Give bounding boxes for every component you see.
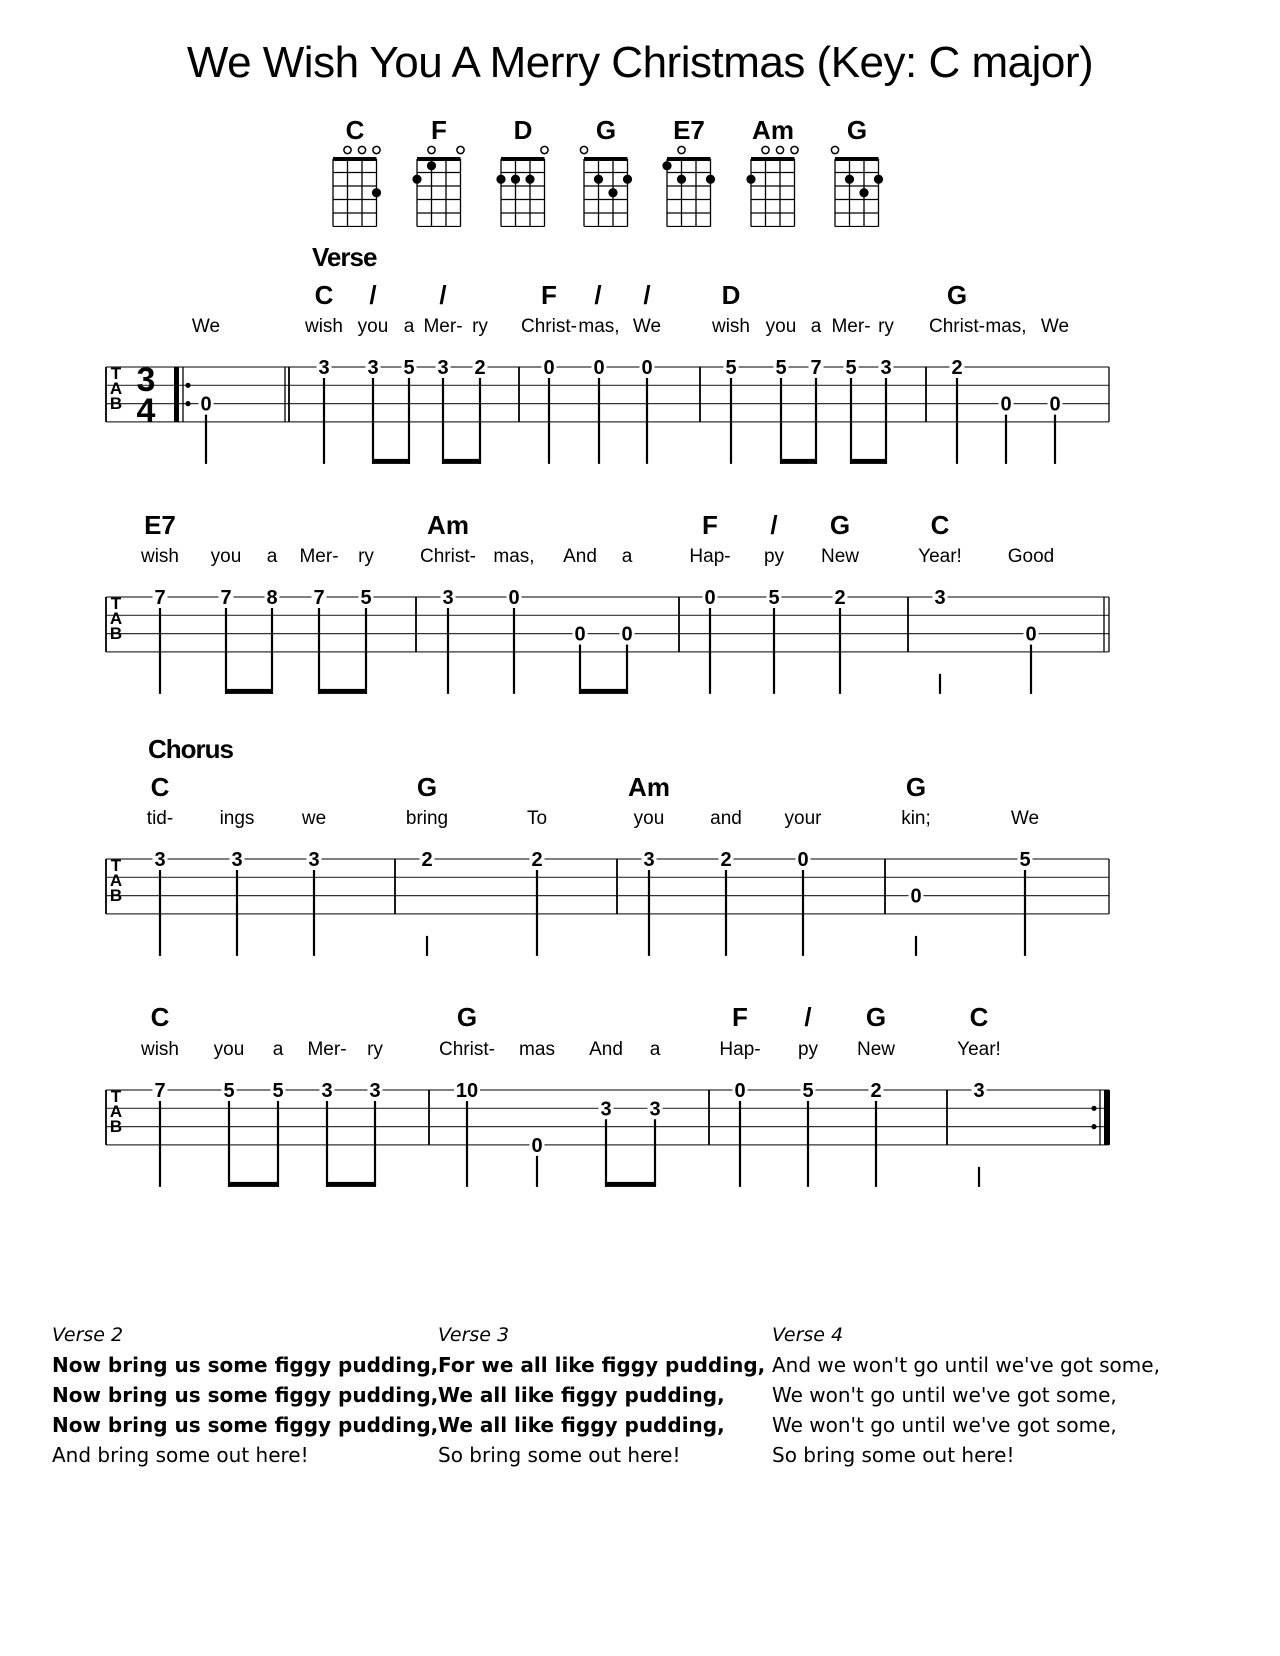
repeat-dot [185,401,190,406]
repeat-dot [1091,1106,1096,1111]
lyric-syllable: tid- [146,808,174,829]
fret-number: 3 [643,849,655,871]
fret-number: 5 [223,1080,235,1102]
lyric-syllable: Christ- [929,316,985,337]
fret-number: 5 [403,357,415,379]
verse-3-line: For we all like figgy pudding, [438,1353,766,1377]
tab-system [106,849,1109,956]
lyric-syllable: a [649,1039,661,1060]
fret-number: 2 [474,357,486,379]
fret-number: 5 [360,587,372,609]
lyric-syllable: Year! [918,546,962,567]
chord-symbol: / [439,280,447,310]
verse-3-line: So bring some out here! [438,1443,681,1467]
time-signature-top: 3 [136,361,156,399]
repeat-dot [1091,1124,1096,1129]
beam [579,689,628,694]
fret-number: 7 [154,587,166,609]
lyric-syllable: you [765,316,797,337]
verse-2-block [52,1320,438,1470]
fret-number: 0 [1000,393,1012,416]
chord-symbol: / [770,510,778,540]
chord-diagram-name: C [345,115,365,145]
chord-diagram-name: G [846,115,868,145]
chord-symbol: Am [427,510,469,540]
song-title: We Wish You A Merry Christmas (Key: C major) [186,38,1094,87]
lyric-syllable: we [301,808,327,829]
fret-number: 0 [910,885,922,908]
lyric-syllable: wish [140,1039,180,1060]
fret-number: 2 [951,357,963,379]
lyric-syllable: you [213,1039,245,1060]
fret-number: 5 [775,357,787,379]
time-signature-bottom: 4 [136,392,156,430]
chord-diagram-name: D [513,115,533,145]
lyric-syllable: mas [519,1039,555,1060]
fret-number: 0 [1049,393,1061,416]
chord-symbol: D [721,280,741,310]
lyric-syllable: a [810,316,822,337]
fret-number: 0 [200,393,212,416]
tab-clef-letter: B [109,886,123,905]
fret-number: 0 [508,587,520,609]
lyric-syllable: you [210,546,242,567]
chord-symbol: C [150,1002,170,1032]
beam [442,459,481,464]
lyric-syllable: Hap- [689,546,731,567]
fret-number: 2 [834,587,846,609]
lyric-syllable: wish [711,316,751,337]
lyric-syllable: a [272,1039,284,1060]
lyric-syllable: you [633,808,665,829]
fret-number: 5 [272,1080,284,1102]
chord-symbol: F [702,510,718,540]
verse-4-line: So bring some out here! [772,1443,1015,1467]
fret-number: 3 [880,357,892,379]
verse-4-line: And we won't go until we've got some, [772,1353,1160,1377]
tab-clef-letter: A [109,609,123,628]
tab-clef-letter: A [109,379,123,398]
lyric-syllable: Mer- [307,1039,347,1060]
chord-symbol: C [969,1002,989,1032]
fret-number: 0 [1025,623,1037,646]
tab-clef-letter: B [109,624,123,643]
chord-symbol: F [732,1002,748,1032]
verse-4-label: Verse 4 [772,1324,844,1346]
lyric-syllable: Hap- [719,1039,761,1060]
fret-number: 2 [870,1080,882,1102]
tab-system [106,1080,1110,1187]
fret-number: 3 [600,1098,612,1121]
fret-number: 2 [421,849,433,871]
lyric-syllable: bring [405,808,449,829]
chord-symbol: G [865,1002,887,1032]
tab-clef-letter: T [110,1087,122,1106]
chord-symbol: C [150,772,170,802]
verse-2-line: Now bring us some figgy pudding, [52,1413,439,1437]
chord-diagram-name: Am [752,115,794,145]
fret-number: 0 [593,357,605,379]
fret-number: 0 [531,1134,543,1157]
lyric-syllable: And [563,546,597,567]
chord-symbol: / [804,1002,812,1032]
chord-symbol: C [314,280,334,310]
lyric-syllable: We [632,316,662,337]
lyric-syllable: a [266,546,278,567]
repeat-start-thick-bar [174,367,179,422]
verse-3-line: We all like figgy pudding, [438,1413,725,1437]
beam [318,689,367,694]
fret-number: 0 [641,357,653,379]
verse-3-line: We all like figgy pudding, [438,1383,725,1407]
chord-symbol: G [829,510,851,540]
fret-number: 2 [531,849,543,871]
chord-diagram-name: G [595,115,617,145]
lyric-syllable: Good [1007,546,1055,567]
lyric-syllable: Mer- [299,546,339,567]
tab-clef-letter: A [109,1102,123,1121]
verse-2-line: And bring some out here! [52,1443,309,1467]
lyric-syllable: ry [367,1039,383,1060]
verse-2-line: Now bring us some figgy pudding, [52,1383,439,1407]
tab-system [106,357,1109,464]
fret-number: 3 [321,1080,333,1102]
beam [605,1182,656,1187]
chord-symbol: F [541,280,557,310]
lyric-syllable: py [763,546,785,567]
lyric-syllable: And [589,1039,623,1060]
lyric-syllable: py [797,1039,819,1060]
fret-number: 3 [231,849,243,871]
tab-clef-letter: A [109,871,123,890]
beam [780,459,817,464]
lyric-syllable: Christ- [420,546,476,567]
lyric-syllable: Year! [957,1039,1001,1060]
fret-number: 3 [369,1080,381,1102]
lyric-syllable: a [403,316,415,337]
fret-number: 5 [1019,849,1031,871]
lyric-syllable: Christ- [521,316,577,337]
verse-2-line: Now bring us some figgy pudding, [52,1353,439,1377]
chord-symbol: E7 [144,510,176,540]
lyric-syllable: mas, [493,546,535,567]
tab-clef-letter: T [110,594,122,613]
lyric-syllable: ry [358,546,374,567]
fret-number: 0 [797,849,809,871]
verse-4-line: We won't go until we've got some, [772,1413,1117,1437]
beam [225,689,273,694]
fret-number: 5 [725,357,737,379]
lyric-syllable: Mer- [423,316,463,337]
fret-number: 0 [574,623,586,646]
section-label-chorus: Chorus [148,734,233,764]
chord-symbol: G [416,772,438,802]
fret-number: 3 [154,849,166,871]
tab-clef-letter: T [110,856,122,875]
verse-3-block [438,1320,765,1470]
tab-clef-letter: B [109,394,123,413]
repeat-end-thick-bar [1104,1090,1110,1145]
chord-symbol: G [905,772,927,802]
lyric-syllable: ry [472,316,488,337]
tab-system [106,587,1109,694]
chord-symbol: G [946,280,968,310]
tab-clef-letter: T [110,364,122,383]
section-label-verse: Verse [312,242,377,272]
fret-number: 0 [704,587,716,609]
chord-diagram-name: E7 [673,115,705,145]
lyric-syllable: wish [304,316,344,337]
beam [326,1182,376,1187]
lyric-syllable: and [710,808,742,829]
lyric-syllable: a [621,546,633,567]
fret-number: 7 [313,587,325,609]
lyric-syllable: Mer- [831,316,871,337]
beam [372,459,410,464]
fret-number: 0 [734,1080,746,1102]
fret-number: 5 [845,357,857,379]
lyric-syllable: New [820,546,860,567]
chord-symbol: / [594,280,602,310]
lyric-syllable: We [191,316,221,337]
lyric-syllable: To [526,808,548,829]
lyric-syllable: We [1010,808,1040,829]
lyric-syllable: you [357,316,389,337]
fret-number: 7 [810,357,822,379]
fret-number: 3 [934,587,946,609]
fret-number: 3 [367,357,379,379]
fret-number: 7 [154,1080,166,1102]
verse-3-label: Verse 3 [438,1324,510,1346]
tab-clef-letter: B [109,1117,123,1136]
chord-symbol: G [456,1002,478,1032]
fret-number: 3 [437,357,449,379]
lyric-syllable: We [1040,316,1070,337]
lyric-syllable: ry [878,316,894,337]
fret-number: 3 [649,1098,661,1121]
lyric-syllable: mas, [578,316,620,337]
beam [850,459,887,464]
fret-number: 3 [308,849,320,871]
fret-number: 5 [768,587,780,609]
chord-symbol: C [930,510,950,540]
verse-4-line: We won't go until we've got some, [772,1383,1117,1407]
chord-symbol: / [643,280,651,310]
chord-diagram-name: F [431,115,447,145]
lyric-syllable: wish [140,546,180,567]
fret-number: 7 [220,587,232,609]
chord-symbol: / [369,280,377,310]
repeat-dot [185,383,190,388]
fret-number: 8 [266,587,278,609]
lyric-syllable: kin; [901,808,931,829]
fret-number: 5 [802,1080,814,1102]
lyric-syllable: your [784,808,822,829]
chord-symbol: Am [628,772,670,802]
fret-number: 3 [442,587,454,609]
fret-number: 3 [973,1080,985,1102]
beam [228,1182,279,1187]
fret-number: 2 [720,849,732,871]
fret-number: 0 [543,357,555,379]
fret-number: 0 [621,623,633,646]
verse-4-block [772,1320,1160,1470]
fret-number: 10 [455,1080,479,1102]
lyric-syllable: New [856,1039,896,1060]
verse-2-label: Verse 2 [52,1324,124,1346]
lyric-syllable: ings [219,808,255,829]
fret-number: 3 [318,357,330,379]
lyric-syllable: mas, [985,316,1027,337]
lyric-syllable: Christ- [439,1039,495,1060]
